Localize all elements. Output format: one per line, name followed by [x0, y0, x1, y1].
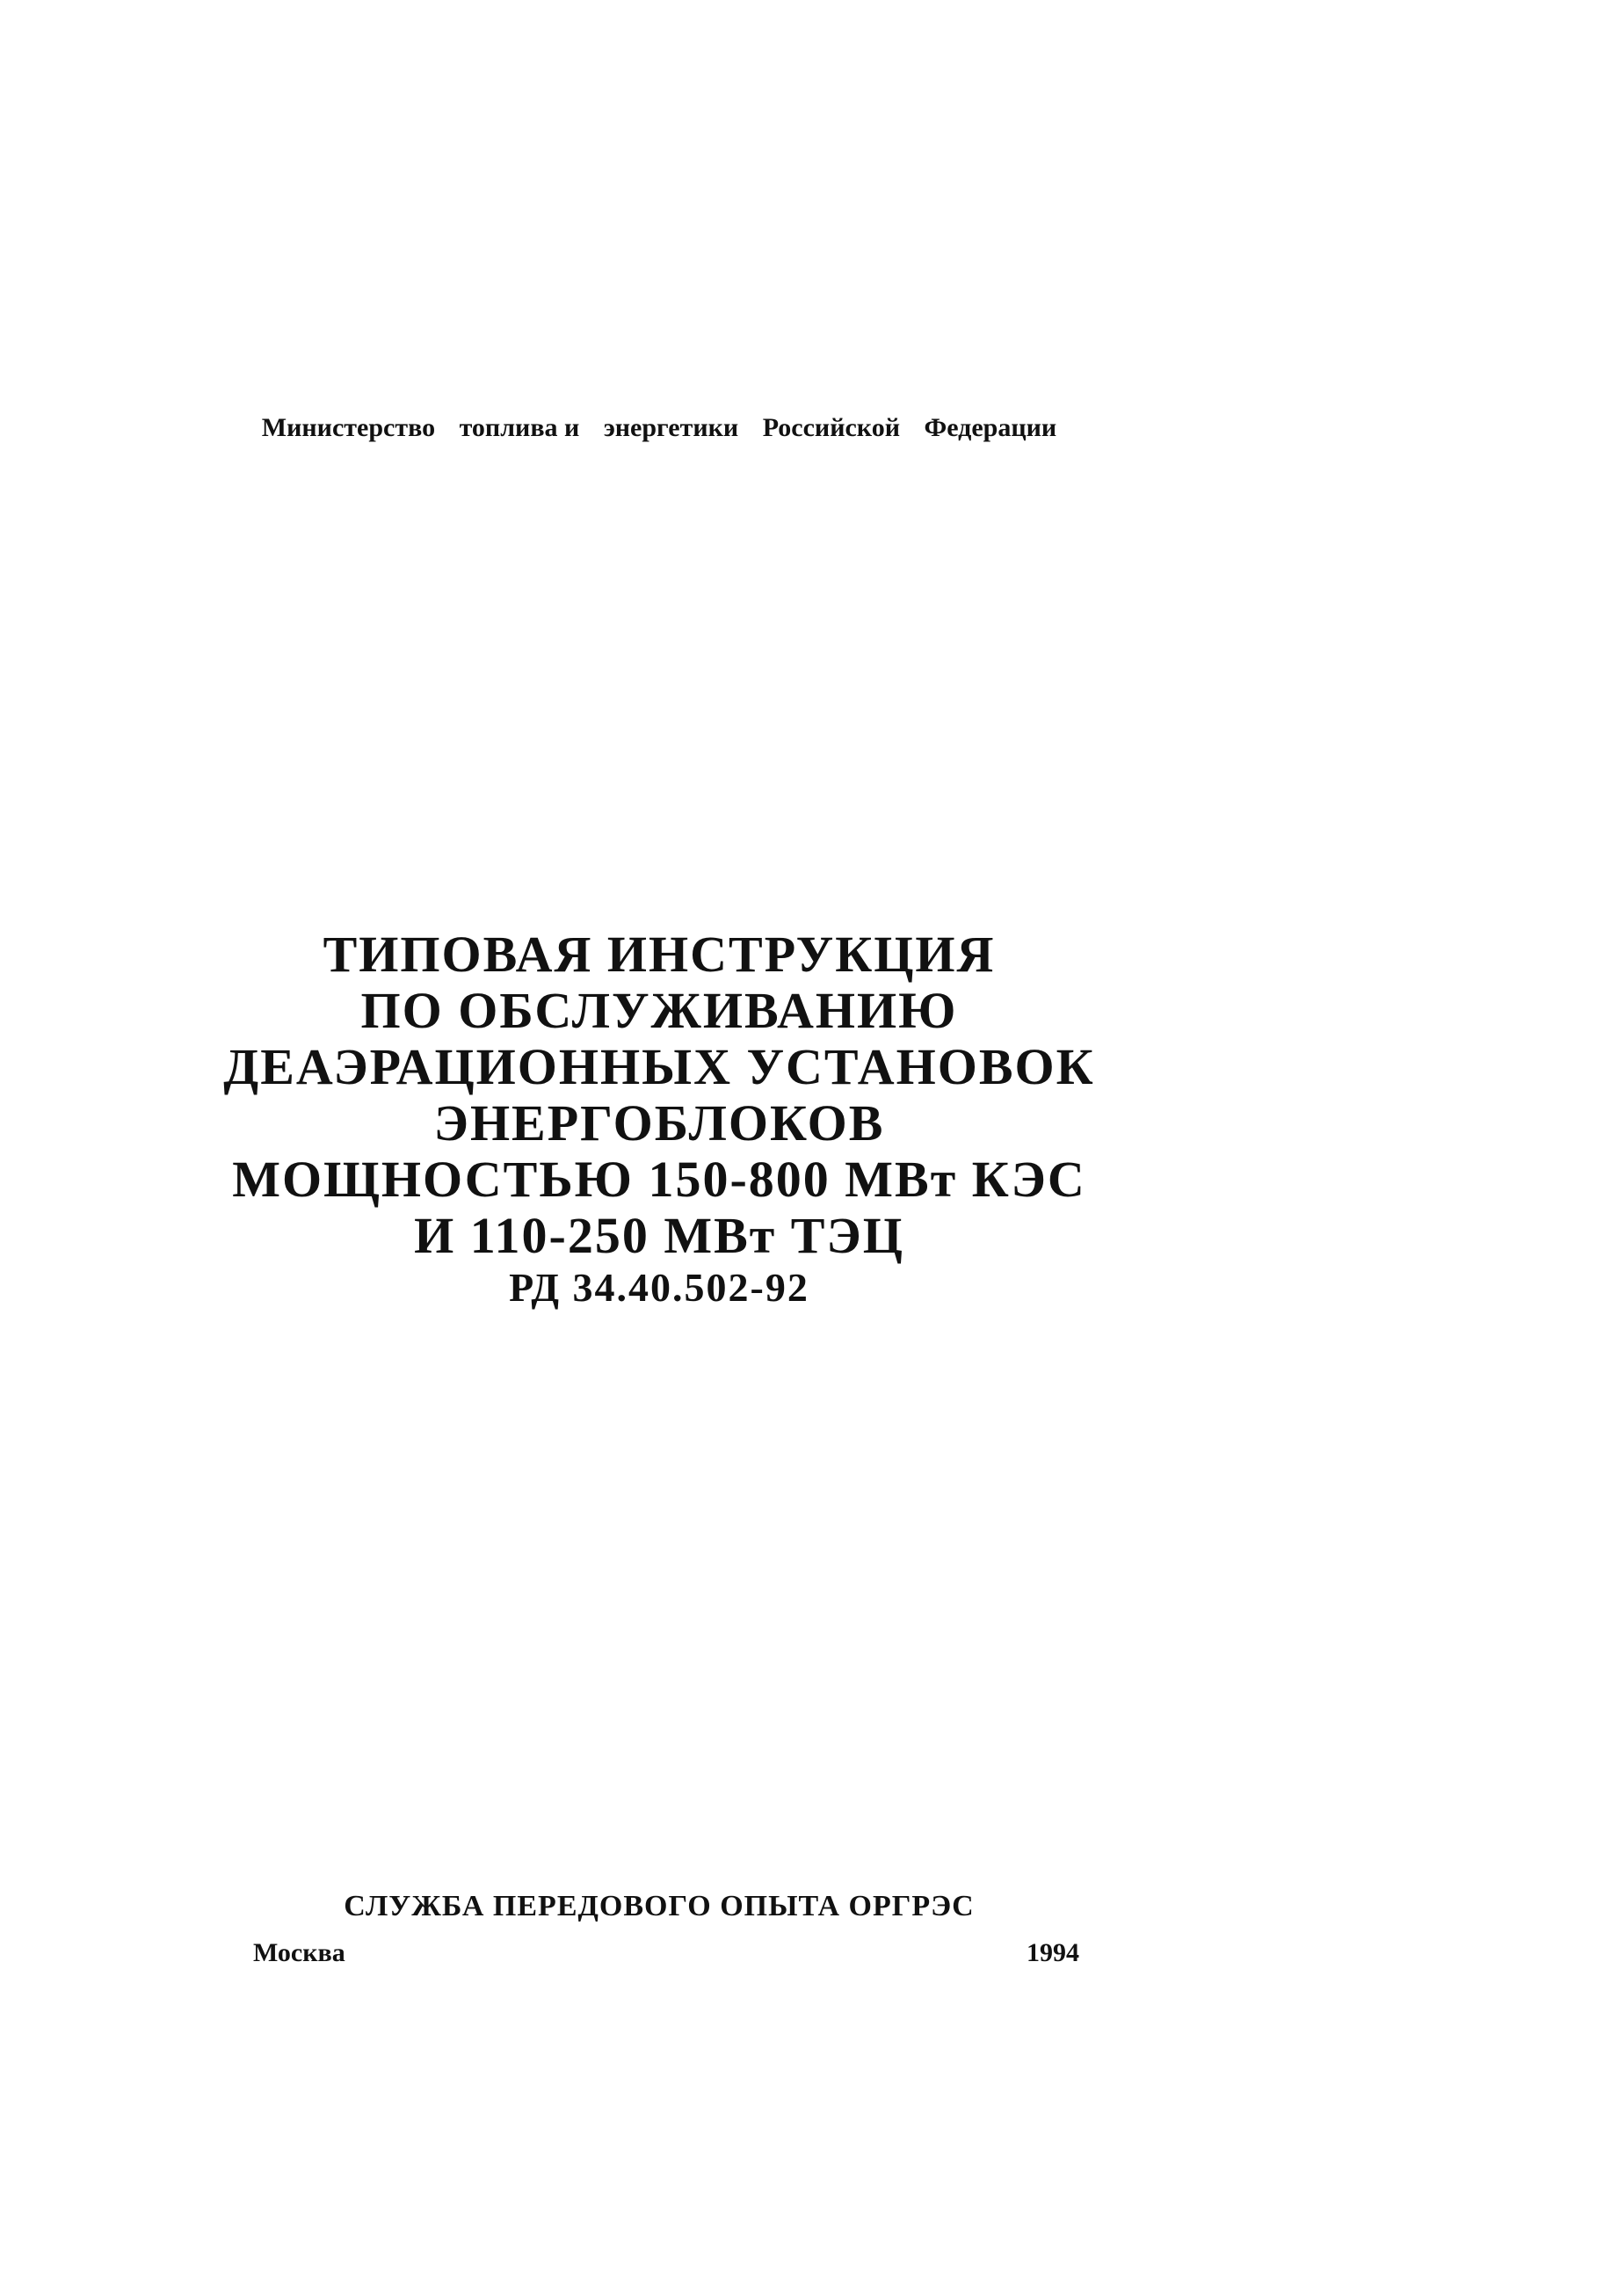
- title-line: И 110-250 МВт ТЭЦ: [414, 1207, 904, 1264]
- ministry-word: Министерство: [261, 413, 436, 442]
- title-line: ТИПОВАЯ ИНСТРУКЦИЯ: [323, 926, 996, 983]
- ministry-header: [0, 413, 1318, 443]
- ministry-word: топлива и: [459, 413, 580, 442]
- title-line: ПО ОБСЛУЖИВАНИЮ: [360, 982, 958, 1039]
- title-line: ЭНЕРГОБЛОКОВ: [433, 1094, 885, 1152]
- ministry-word: энергетики: [603, 413, 739, 442]
- ministry-word: Федерации: [924, 413, 1057, 442]
- document-designation: РД 34.40.502-92: [509, 1265, 809, 1310]
- ministry-word: Российской: [762, 413, 900, 442]
- title-line: ДЕАЭРАЦИОННЫХ УСТАНОВОК: [223, 1038, 1095, 1095]
- document-title: [0, 926, 1318, 1264]
- publication-year: 1994: [1027, 1938, 1079, 1967]
- title-line: МОЩНОСТЬЮ 150-800 МВт КЭС: [232, 1151, 1086, 1208]
- publication-city: Москва: [253, 1938, 345, 1967]
- publisher-name: СЛУЖБА ПЕРЕДОВОГО ОПЫТА ОРГРЭС: [344, 1890, 975, 1922]
